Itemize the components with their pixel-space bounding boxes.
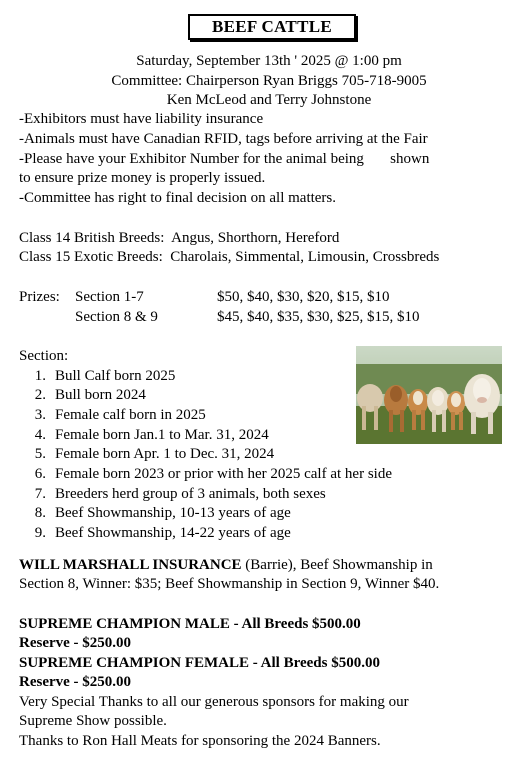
prize-amounts: $45, $40, $35, $30, $25, $15, $10	[217, 309, 420, 325]
champion-male-reserve: Reserve - $250.00	[19, 635, 132, 651]
list-number: 3.	[34, 407, 46, 423]
class-breeds: Angus, Shorthorn, Hereford	[171, 230, 340, 246]
date-line: Saturday, September 13th ' 2025 @ 1:00 pm	[136, 53, 402, 69]
page-title: BEEF CATTLE	[212, 17, 332, 36]
list-number: 1.	[34, 368, 46, 384]
rule-line: to ensure prize money is properly issued.	[19, 170, 266, 186]
list-text: Female born Jan.1 to Mar. 31, 2024	[55, 427, 269, 443]
list-number: 7.	[34, 486, 46, 502]
cattle-photo	[356, 346, 502, 444]
champion-male: SUPREME CHAMPION MALE - All Breeds $500.00	[19, 616, 361, 632]
list-item	[19, 465, 392, 485]
list-text: Bull born 2024	[55, 387, 146, 403]
class-label: Class 14 British Breeds:	[19, 230, 165, 246]
list-text: Beef Showmanship, 14-22 years of age	[55, 525, 291, 541]
class-breeds: Charolais, Simmental, Limousin, Crossbreds	[170, 249, 440, 265]
prize-section: Section 8 & 9	[75, 309, 158, 325]
list-item	[19, 426, 269, 446]
prizes-label: Prizes:	[19, 289, 60, 305]
list-number: 2.	[34, 387, 46, 403]
list-number: 4.	[34, 427, 46, 443]
prize-amounts: $50, $40, $30, $20, $15, $10	[217, 289, 390, 305]
class-14	[19, 229, 339, 249]
list-text: Female born Apr. 1 to Dec. 31, 2024	[55, 446, 275, 462]
thanks-line: Very Special Thanks to all our generous sponsors for making our	[19, 694, 409, 710]
list-item	[19, 386, 146, 406]
rule-line: -Animals must have Canadian RFID, tags before arriving at the Fair	[19, 131, 428, 147]
sponsor-text: (Barrie), Beef Showmanship in	[241, 557, 433, 573]
list-item	[19, 406, 206, 426]
champion-female-reserve: Reserve - $250.00	[19, 674, 132, 690]
list-number: 9.	[34, 525, 46, 541]
thanks-line: Supreme Show possible.	[19, 713, 167, 729]
class-label: Class 15 Exotic Breeds:	[19, 249, 163, 265]
thanks-line: Thanks to Ron Hall Meats for sponsoring the 2024 Banners.	[19, 733, 381, 749]
section-heading: Section:	[19, 348, 69, 364]
committee-line: Committee: Chairperson Ryan Briggs 705-718-9005	[111, 73, 427, 89]
title-box	[188, 14, 356, 40]
list-item	[19, 445, 274, 465]
list-text: Bull Calf born 2025	[55, 368, 176, 384]
list-text: Beef Showmanship, 10-13 years of age	[55, 505, 291, 521]
list-item	[19, 485, 326, 505]
sponsor-line-2: Section 8, Winner: $35; Beef Showmanship in Section 9, Winner $40.	[19, 576, 440, 592]
committee-members: Ken McLeod and Terry Johnstone	[166, 92, 372, 108]
list-text: Female born 2023 or prior with her 2025 calf at her side	[55, 466, 392, 482]
list-number: 5.	[34, 446, 46, 462]
list-number: 6.	[34, 466, 46, 482]
cattle-photo-icon	[356, 346, 502, 444]
rule-line: -Committee has right to final decision on all matters.	[19, 190, 337, 206]
list-item	[19, 504, 291, 524]
champion-female: SUPREME CHAMPION FEMALE - All Breeds $500.00	[19, 655, 380, 671]
class-15	[19, 248, 439, 268]
list-number: 8.	[34, 505, 46, 521]
rule-line: -Exhibitors must have liability insurance	[19, 111, 264, 127]
list-text: Breeders herd group of 3 animals, both sexes	[55, 486, 326, 502]
rule-line: -Please have your Exhibitor Number for the animal being shown	[19, 151, 430, 167]
sponsor-name: WILL MARSHALL INSURANCE	[19, 557, 242, 573]
list-item	[19, 524, 291, 544]
prize-section: Section 1-7	[75, 289, 144, 305]
sponsor-line-1	[19, 556, 433, 576]
list-item	[19, 367, 175, 387]
list-text: Female calf born in 2025	[55, 407, 206, 423]
